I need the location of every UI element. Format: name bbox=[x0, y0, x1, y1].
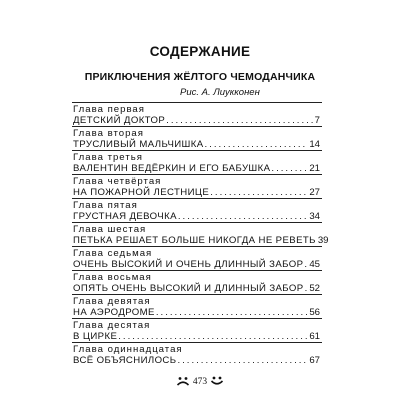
chapter-name: ВАЛЕНТИН ВЕДЁРКИН И ЕГО БАБУШКА bbox=[73, 163, 271, 174]
illustrator-credit: Рис. А. Лиукконен bbox=[180, 87, 260, 98]
chapter-page-number: 21 bbox=[309, 163, 320, 174]
chapter-page-number: 34 bbox=[309, 211, 320, 222]
chapter-line bbox=[73, 115, 320, 126]
dot-leader bbox=[210, 187, 308, 198]
chapter-name: ВСЁ ОБЪЯСНИЛОСЬ bbox=[73, 355, 177, 366]
chapter-page-number: 56 bbox=[309, 307, 320, 318]
chapter-page-number: 45 bbox=[309, 259, 320, 270]
chapter-line bbox=[73, 307, 320, 318]
chapter-separator bbox=[72, 318, 322, 319]
chapter-label: Глава шестая bbox=[73, 224, 147, 235]
chapter-line bbox=[73, 331, 320, 342]
toc-title: СОДЕРЖАНИЕ bbox=[149, 44, 251, 59]
dot-leader bbox=[118, 331, 308, 342]
page-number: 473 bbox=[192, 377, 208, 387]
chapter-line bbox=[73, 283, 320, 294]
chapter-entry bbox=[0, 126, 400, 150]
dot-leader bbox=[205, 139, 309, 150]
chapter-separator bbox=[72, 174, 322, 175]
chapter-name: В ЦИРКЕ bbox=[73, 331, 118, 342]
chapter-separator bbox=[72, 222, 322, 223]
chapter-page-number: 61 bbox=[309, 331, 320, 342]
dot-leader bbox=[271, 163, 308, 174]
chapter-separator bbox=[72, 102, 322, 103]
dot-leader bbox=[177, 355, 308, 366]
chapter-name: НА ПОЖАРНОЙ ЛЕСТНИЦЕ bbox=[73, 187, 210, 198]
chapter-name: ТРУСЛИВЫЙ МАЛЬЧИШКА bbox=[73, 139, 204, 150]
chapter-entry bbox=[0, 270, 400, 294]
chapter-label: Глава одиннадцатая bbox=[73, 344, 183, 355]
book-title: ПРИКЛЮЧЕНИЯ ЖЁЛТОГО ЧЕМОДАНЧИКА bbox=[84, 71, 316, 83]
chapter-name: НА АЭРОДРОМЕ bbox=[73, 307, 155, 318]
chapter-line bbox=[73, 187, 320, 198]
chapter-entry bbox=[0, 342, 400, 366]
chapter-page-number: 14 bbox=[309, 139, 320, 150]
chapter-name: ОЧЕНЬ ВЫСОКИЙ И ОЧЕНЬ ДЛИННЫЙ ЗАБОР bbox=[73, 259, 304, 270]
frown-ornament-icon bbox=[176, 373, 190, 391]
chapter-line bbox=[73, 235, 329, 246]
chapter-separator bbox=[72, 342, 322, 343]
chapter-line bbox=[73, 259, 320, 270]
chapter-entry bbox=[0, 102, 400, 126]
dot-leader bbox=[304, 259, 308, 270]
chapter-separator bbox=[72, 270, 322, 271]
chapter-separator bbox=[72, 150, 322, 151]
chapter-page-number: 27 bbox=[309, 187, 320, 198]
chapter-separator bbox=[72, 126, 322, 127]
chapter-name: ОПЯТЬ ОЧЕНЬ ВЫСОКИЙ И ДЛИННЫЙ ЗАБОР bbox=[73, 283, 304, 294]
chapter-separator bbox=[72, 246, 322, 247]
chapter-entry bbox=[0, 222, 400, 246]
smile-ornament-icon bbox=[210, 373, 224, 391]
page-footer bbox=[0, 373, 400, 391]
chapter-entry bbox=[0, 150, 400, 174]
chapter-label: Глава седьмая bbox=[73, 248, 153, 259]
dot-leader bbox=[178, 211, 308, 222]
chapter-label: Глава девятая bbox=[73, 296, 151, 307]
chapter-line bbox=[73, 211, 320, 222]
chapter-label: Глава первая bbox=[73, 104, 145, 115]
chapter-entry bbox=[0, 294, 400, 318]
chapter-label: Глава десятая bbox=[73, 320, 151, 331]
chapter-page-number: 7 bbox=[314, 115, 320, 126]
chapter-label: Глава третья bbox=[73, 152, 143, 163]
chapter-line bbox=[73, 139, 320, 150]
chapter-name: ГРУСТНАЯ ДЕВОЧКА bbox=[73, 211, 177, 222]
chapter-page-number: 52 bbox=[309, 283, 320, 294]
chapter-entry bbox=[0, 246, 400, 270]
chapter-label: Глава четвёртая bbox=[73, 176, 162, 187]
dot-leader bbox=[166, 115, 313, 126]
dot-leader bbox=[156, 307, 308, 318]
chapter-entry bbox=[0, 174, 400, 198]
chapter-line bbox=[73, 355, 320, 366]
chapter-label: Глава пятая bbox=[73, 200, 138, 211]
chapter-line bbox=[73, 163, 320, 174]
chapter-name: ДЕТСКИЙ ДОКТОР bbox=[73, 115, 166, 126]
dot-leader bbox=[305, 283, 309, 294]
chapter-entry bbox=[0, 198, 400, 222]
chapter-separator bbox=[72, 198, 322, 199]
chapter-page-number: 39 bbox=[317, 235, 329, 246]
chapter-label: Глава восьмая bbox=[73, 272, 152, 283]
chapter-entry bbox=[0, 318, 400, 342]
chapter-name: ПЕТЬКА РЕШАЕТ БОЛЬШЕ НИКОГДА НЕ РЕВЕТЬ bbox=[73, 235, 316, 246]
chapter-page-number: 67 bbox=[309, 355, 320, 366]
chapter-separator bbox=[72, 294, 322, 295]
chapter-label: Глава вторая bbox=[73, 128, 144, 139]
